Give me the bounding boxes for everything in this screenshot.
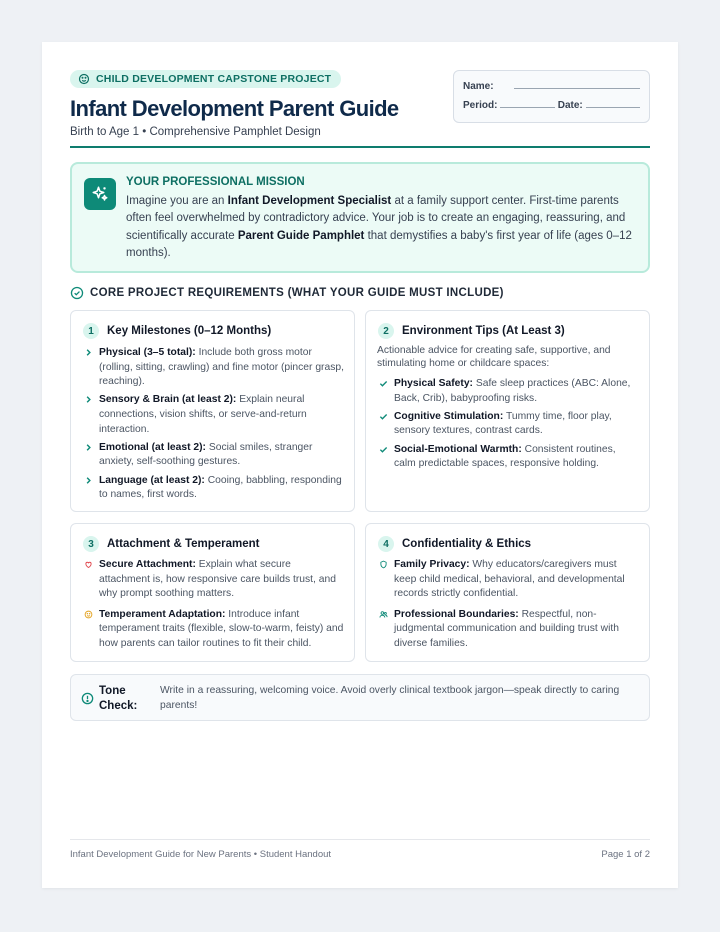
period-field[interactable]	[500, 107, 554, 108]
student-info-box	[453, 70, 650, 123]
list-item: Family Privacy: Why educators/caregivers must keep child medical, behavioral, and developmental records strictly confidential.	[378, 558, 639, 602]
chevron-right-icon	[84, 476, 93, 485]
list-item: Temperament Adaptation: Introduce infant temperament traits (flexible, slow-to-warm, feisty) and how parents can tailor routines to fit their child.	[83, 608, 344, 652]
page-number: Page 1 of 2	[601, 849, 650, 860]
list-item: Emotional (at least 2): Social smiles, stranger anxiety, self-soothing gestures.	[83, 441, 344, 470]
page-subtitle: Birth to Age 1 • Comprehensive Pamphlet Design	[70, 126, 321, 138]
card-title: Confidentiality & Ethics	[402, 538, 532, 550]
list-item: Social-Emotional Warmth: Consistent routines, calm predictable spaces, responsive holding.	[378, 443, 639, 472]
period-label: Period:	[463, 100, 498, 111]
heart-icon	[84, 560, 93, 569]
page-title: Infant Development Parent Guide	[70, 96, 399, 121]
chevron-right-icon	[84, 395, 93, 404]
card-attachment	[70, 523, 355, 662]
list-item: Cognitive Stimulation: Tummy time, floor play, sensory textures, contrast cards.	[378, 410, 639, 439]
badge-label: CHILD DEVELOPMENT CAPSTONE PROJECT	[96, 73, 332, 85]
tone-check-text: Write in a reassuring, welcoming voice. Avoid overly clinical textbook jargon—speak directly to caring parents!	[160, 685, 620, 711]
card-number: 3	[83, 536, 99, 552]
check-icon	[379, 445, 388, 454]
header-divider	[70, 146, 650, 148]
sparkle-icon	[84, 178, 116, 210]
name-label: Name:	[463, 81, 494, 92]
list-item: Secure Attachment: Explain what secure attachment is, how responsive care builds trust, and why prompt soothing matters.	[83, 558, 344, 602]
page-header	[70, 70, 650, 150]
mission-role: Infant Development Specialist	[227, 195, 392, 207]
card-environment	[365, 310, 650, 512]
list-item: Sensory & Brain (at least 2): Explain neural connections, vision shifts, or serve-and-return interaction.	[83, 393, 344, 437]
card-title: Key Milestones (0–12 Months)	[107, 325, 272, 337]
chevron-right-icon	[84, 443, 93, 452]
card-number: 2	[378, 323, 394, 339]
date-label: Date:	[557, 100, 583, 111]
card-milestones	[70, 310, 355, 512]
smile-icon	[84, 610, 93, 619]
name-field[interactable]	[514, 88, 640, 89]
chevron-right-icon	[84, 348, 93, 357]
list-item: Physical (3–5 total): Include both gross motor (rolling, sitting, crawling) and fine motor (pincer grasp, reaching).	[83, 346, 344, 390]
mission-deliverable: Parent Guide Pamphlet	[237, 229, 365, 242]
alert-circle-icon	[81, 692, 94, 705]
tone-check-callout	[70, 674, 650, 721]
mission-callout	[70, 162, 650, 273]
date-field[interactable]	[586, 107, 640, 108]
project-badge	[70, 70, 341, 88]
handout-page	[42, 42, 678, 888]
requirements-heading: CORE PROJECT REQUIREMENTS (WHAT YOUR GUIDE MUST INCLUDE)	[70, 286, 504, 300]
tone-check-label: Tone Check:	[99, 685, 138, 712]
check-circle-icon	[70, 286, 84, 300]
mission-text: Imagine you are an Infant Development Specialist at a family support center. First-time parents often feel overwhelmed by contradictory advice. Your job is to create an engaging, reassuring, and scientifically accurate Parent Guide Pamphlet that demystifies a baby's first year of life (ages 0–12 months).	[126, 195, 632, 259]
users-icon	[379, 610, 388, 619]
card-title: Attachment & Temperament	[107, 538, 260, 550]
check-icon	[379, 412, 388, 421]
card-number: 1	[83, 323, 99, 339]
list-item: Language (at least 2): Cooing, babbling, responding to names, first words.	[83, 474, 344, 503]
list-item: Professional Boundaries: Respectful, non-judgmental communication and building trust with diverse families.	[378, 608, 639, 652]
page-footer	[70, 839, 650, 860]
card-description: Actionable advice for creating safe, supportive, and stimulating home or childcare spaces:	[377, 345, 611, 369]
mission-heading: YOUR PROFESSIONAL MISSION	[126, 176, 305, 188]
check-icon	[379, 379, 388, 388]
footer-title: Infant Development Guide for New Parents • Student Handout	[70, 849, 332, 860]
list-item: Physical Safety: Safe sleep practices (ABC: Alone, Back, Crib), babyproofing risks.	[378, 377, 639, 406]
smile-badge-icon	[78, 73, 90, 85]
card-ethics	[365, 523, 650, 662]
card-title: Environment Tips (At Least 3)	[402, 325, 565, 337]
card-number: 4	[378, 536, 394, 552]
shield-icon	[379, 560, 388, 569]
